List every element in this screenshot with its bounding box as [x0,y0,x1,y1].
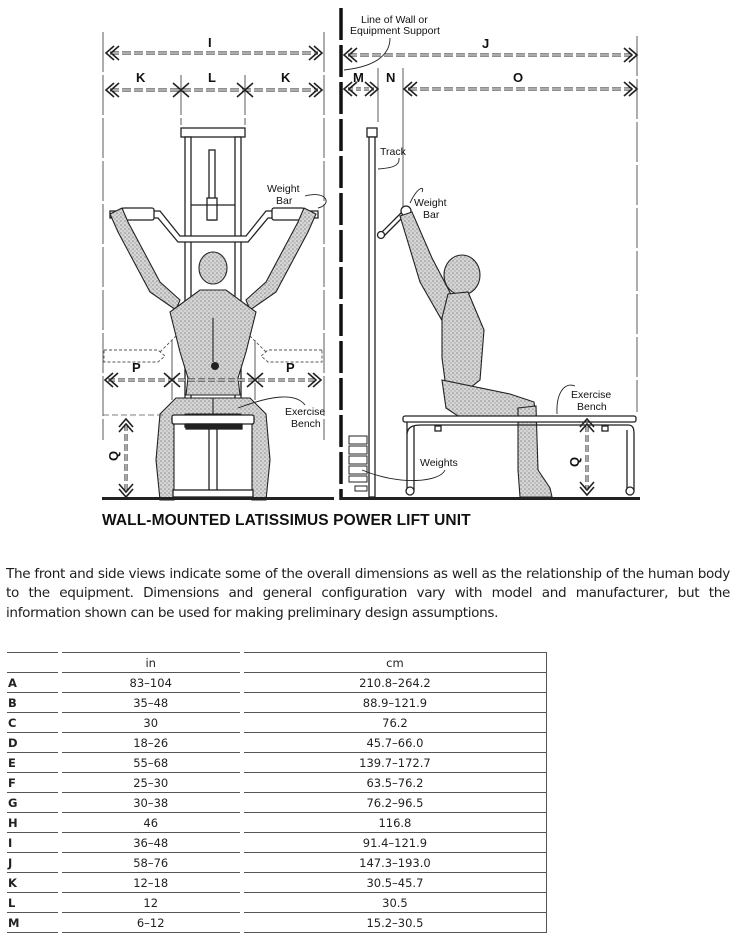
callout-track [378,146,407,169]
svg-text:I: I [208,35,212,50]
callout-weights [362,457,458,481]
svg-text:Track: Track [380,146,406,158]
table-row [7,713,547,733]
description-paragraph: The front and side views indicate some of the overall dimensions as well as the relationship of the human body to the equipment. Dimensions and general configuration vary with model and manufacturer, but the information shown can be used for making preliminary design assumptions. [6,565,730,621]
row-in: 6–12 [60,913,242,933]
row-cm: 116.8 [242,813,547,833]
row-in: 30 [60,713,242,733]
table-row [7,733,547,753]
row-key: J [7,853,60,873]
row-in: 30–38 [60,793,242,813]
svg-text:P: P [132,360,141,375]
svg-text:J: J [482,36,490,51]
table-row [7,793,547,813]
callout-wall-line [344,14,440,70]
row-in: 18–26 [60,733,242,753]
svg-text:K: K [136,70,146,85]
row-cm: 30.5 [242,893,547,913]
svg-text:Exercise: Exercise [285,406,326,418]
svg-text:K: K [281,70,291,85]
dimension-line-q-front [103,415,165,497]
table-row [7,833,547,853]
exercise-bench-front [172,415,254,497]
table-row [7,853,547,873]
row-cm: 76.2–96.5 [242,793,547,813]
row-key: M [7,913,60,933]
table-row [7,673,547,693]
row-in: 55–68 [60,753,242,773]
figure-title: WALL-MOUNTED LATISSIMUS POWER LIFT UNIT [102,512,471,529]
callout-weight-bar-front [267,183,326,208]
svg-text:Q: Q [106,450,121,461]
svg-text:Bar: Bar [276,195,293,207]
svg-text:P: P [286,360,295,375]
figure-side [400,212,552,497]
svg-text:Exercise: Exercise [571,389,612,401]
header-in: in [60,653,242,673]
header-cm: cm [242,653,547,673]
row-key: K [7,873,60,893]
row-key: E [7,753,60,773]
svg-text:M: M [353,70,364,85]
svg-text:N: N [386,70,396,85]
row-key: F [7,773,60,793]
row-cm: 91.4–121.9 [242,833,547,853]
svg-text:Bar: Bar [423,209,440,221]
dimension-line-klk [106,70,322,97]
table-row [7,893,547,913]
row-key: B [7,693,60,713]
callout-weight-bar-side [410,188,447,221]
side-view [340,8,640,500]
row-key: L [7,893,60,913]
row-cm: 88.9–121.9 [242,693,547,713]
dimension-line-i [106,35,322,60]
row-cm: 30.5–45.7 [242,873,547,893]
svg-text:Equipment Support: Equipment Support [350,25,440,37]
row-in: 35–48 [60,693,242,713]
table-row [7,813,547,833]
table-row [7,913,547,933]
svg-text:Weight: Weight [414,197,447,209]
svg-text:Bench: Bench [577,401,607,413]
table-row [7,873,547,893]
row-cm: 76.2 [242,713,547,733]
table-row [7,693,547,713]
row-in: 58–76 [60,853,242,873]
row-key: H [7,813,60,833]
row-in: 25–30 [60,773,242,793]
dimension-table [7,652,547,933]
row-in: 12 [60,893,242,913]
row-key: I [7,833,60,853]
dimension-line-mno [344,70,637,96]
row-cm: 147.3–193.0 [242,853,547,873]
table-header-row [7,653,547,673]
row-cm: 15.2–30.5 [242,913,547,933]
track [367,128,377,497]
row-key: C [7,713,60,733]
row-key: D [7,733,60,753]
dimension-line-q-side [567,419,594,495]
row-in: 12–18 [60,873,242,893]
row-in: 36–48 [60,833,242,853]
svg-text:Line of Wall or: Line of Wall or [361,14,428,26]
header-key [7,653,60,673]
callout-exercise-bench-side [557,385,611,414]
row-cm: 210.8–264.2 [242,673,547,693]
front-view [102,32,334,500]
row-in: 46 [60,813,242,833]
svg-text:Q: Q [567,456,582,467]
row-cm: 45.7–66.0 [242,733,547,753]
svg-text:O: O [513,70,524,85]
row-cm: 63.5–76.2 [242,773,547,793]
row-in: 83–104 [60,673,242,693]
weights-stack [349,436,367,491]
svg-text:L: L [208,70,216,85]
svg-text:Bench: Bench [291,418,321,430]
svg-text:Weights: Weights [420,457,458,469]
row-key: A [7,673,60,693]
table-row [7,753,547,773]
row-cm: 139.7–172.7 [242,753,547,773]
svg-text:Weight: Weight [267,183,300,195]
row-key: G [7,793,60,813]
table-row [7,773,547,793]
